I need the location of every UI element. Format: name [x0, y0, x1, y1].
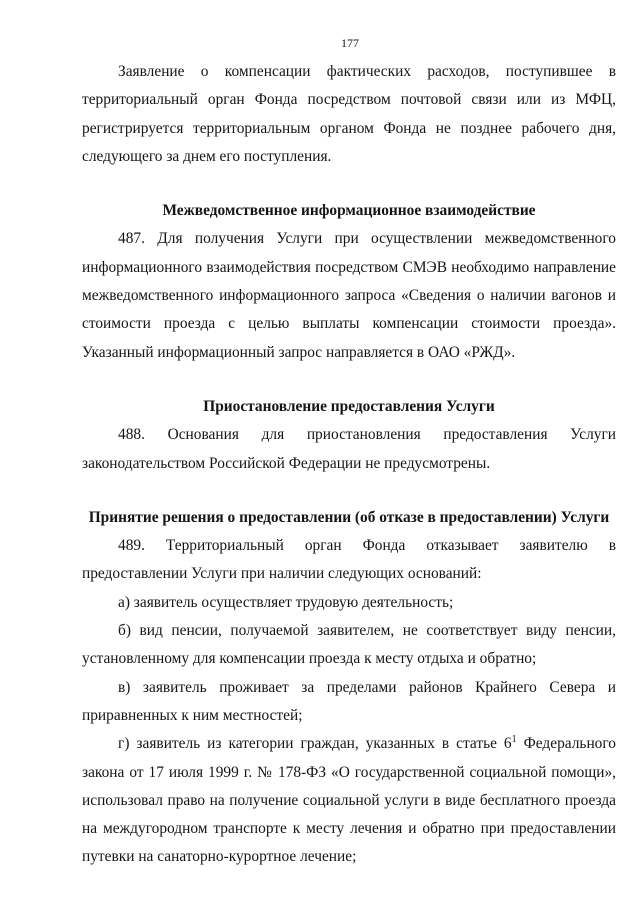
heading-service-suspension: Приостановление предоставления Услуги	[203, 397, 495, 415]
document-body	[82, 58, 616, 872]
heading-interagency-interaction: Межведомственное информационное взаимодействие	[162, 202, 536, 220]
paragraph-489: 489. Территориальный орган Фонда отказывает заявителю в предоставлении Услуги при наличии следующих оснований:	[82, 537, 616, 583]
page-number: 177	[341, 36, 359, 50]
list-item-b: б) вид пенсии, получаемой заявителем, не соответствует виду пенсии, установленному для компенсации проезда к месту отдыха и обратно;	[82, 622, 616, 668]
section-spacer	[82, 478, 616, 504]
list-item-g-text-end: Федерального закона от 17 июля 1999 г. № 178-ФЗ «О государственной социальной помощи», использовал право на получение социальной услуги в виде бесплатного проезда на междугородном транспорте к месту лечения и обратно при предоставлении путевки на санаторно-курортное лечение;	[82, 735, 617, 866]
paragraph-application-registration: Заявление о компенсации фактических расходов, поступившее в территориальный орган Фонда посредством почтовой связи или из МФЦ, регистрируется территориальным органом Фонда не позднее рабочего дня, следующего за днем его поступления.	[82, 63, 616, 165]
section-spacer	[82, 367, 616, 393]
list-item-g-text-start: г) заявитель из категории граждан, указанных в статье 6	[118, 735, 512, 753]
list-item-v: в) заявитель проживает за пределами районов Крайнего Севера и приравненных к ним местностей;	[82, 678, 616, 724]
section-spacer	[82, 171, 616, 197]
article-superscript: 1	[511, 734, 517, 746]
list-item-g	[82, 730, 616, 871]
paragraph-488: 488. Основания для приостановления предоставления Услуги законодательством Российской Федерации не предусмотрены.	[82, 426, 616, 472]
heading-decision-on-service: Принятие решения о предоставлении (об отказе в предоставлении) Услуги	[88, 508, 610, 526]
list-item-a: а) заявитель осуществляет трудовую деятельность;	[118, 593, 454, 611]
paragraph-487: 487. Для получения Услуги при осуществлении межведомственного информационного взаимодействия посредством СМЭВ необходимо направление межведомственного информационного запроса «Сведения о наличии вагонов и стоимости проезда с целью выплаты компенсации стоимости проезда». Указанный информационный запрос направляется в ОАО «РЖД».	[82, 230, 616, 361]
